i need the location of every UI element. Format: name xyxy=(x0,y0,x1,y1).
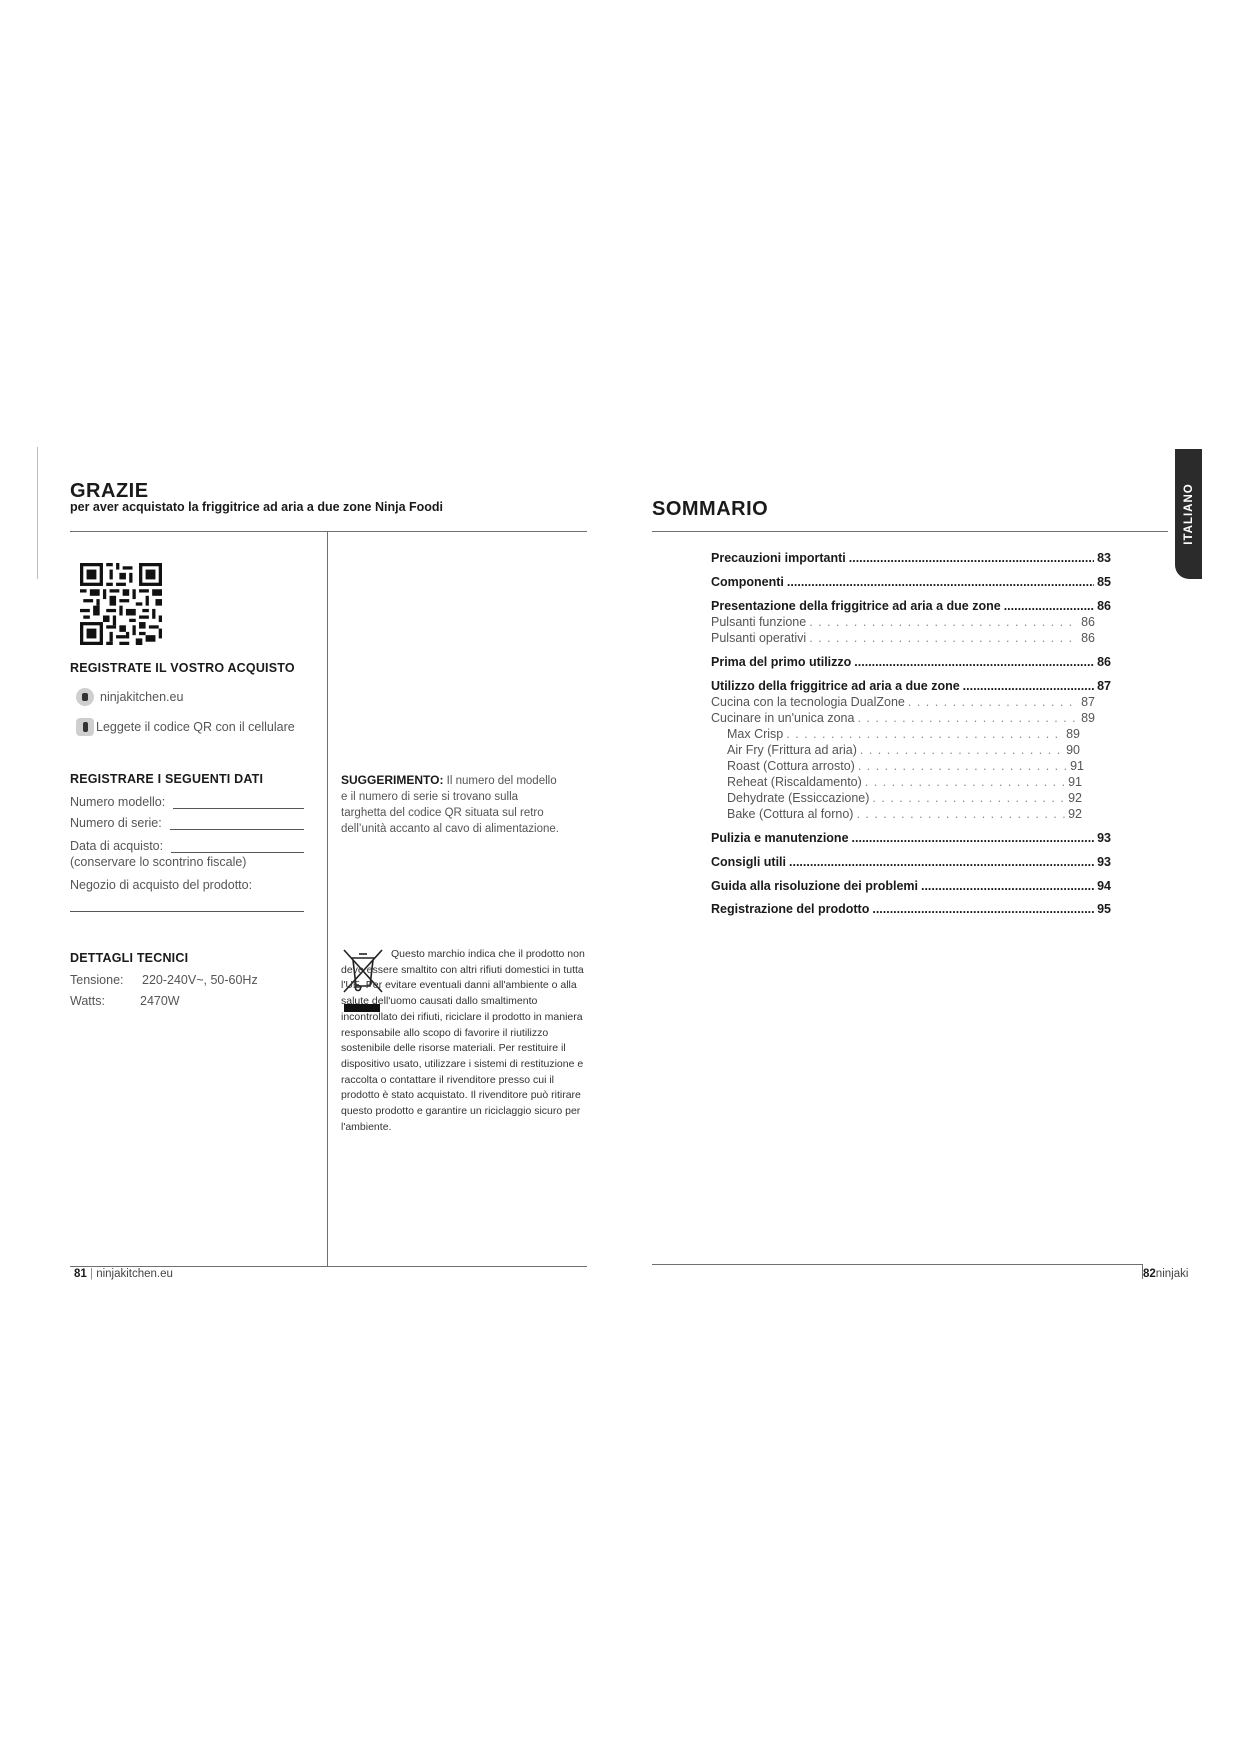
toc-entry-page: 92 xyxy=(1068,807,1082,821)
toc-entry-label: Max Crisp xyxy=(727,727,784,741)
toc-entry[interactable] xyxy=(711,879,1111,893)
model-number-line xyxy=(173,796,304,809)
toc-entry-page: 93 xyxy=(1097,855,1111,869)
toc-entry-label: Pulsanti operativi xyxy=(711,631,807,645)
qr-instruction-label: Leggete il codice QR con il cellulare xyxy=(96,720,295,734)
toc-entry-label: Presentazione della friggitrice ad aria a due zone xyxy=(711,599,1001,613)
left-header-rule xyxy=(70,531,587,532)
store-label: Negozio di acquisto del prodotto: xyxy=(70,878,253,892)
toc-entry-page: 86 xyxy=(1097,599,1111,613)
toc-entry[interactable] xyxy=(711,655,1111,669)
phone-icon xyxy=(76,718,94,736)
toc-entry-label: Guida alla risoluzione dei problemi xyxy=(711,879,918,893)
toc-leader-dots xyxy=(860,743,1063,757)
toc-entry[interactable] xyxy=(727,775,1082,789)
toc-entry-page: 85 xyxy=(1097,575,1111,589)
qr-instruction xyxy=(76,718,295,736)
mouse-icon xyxy=(76,688,94,706)
right-header-rule xyxy=(652,531,1168,532)
watts-label: Watts: xyxy=(70,994,105,1008)
right-footer-rule xyxy=(652,1264,1142,1265)
toc-entry-label: Cucinare in un'unica zona xyxy=(711,711,855,725)
toc-entry[interactable] xyxy=(711,615,1095,629)
toc-entry-label: Pulizia e manutenzione xyxy=(711,831,849,845)
language-tab-label: ITALIANO xyxy=(1182,483,1195,545)
page-edge-mark xyxy=(37,447,38,579)
toc-entry-label: Bake (Cottura al forno) xyxy=(727,807,854,821)
toc-entry-label: Pulsanti funzione xyxy=(711,615,807,629)
left-footer-separator: | xyxy=(90,1268,97,1280)
toc-entry-page: 86 xyxy=(1081,631,1095,645)
record-heading: REGISTRARE I SEGUENTI DATI xyxy=(70,772,264,786)
toc-entry[interactable] xyxy=(727,791,1082,805)
toc-entry-page: 92 xyxy=(1068,791,1082,805)
toc-entry-label: Precauzioni importanti xyxy=(711,551,846,565)
right-page-number: 82 xyxy=(1143,1268,1156,1280)
toc-entry[interactable] xyxy=(711,855,1111,869)
toc-leader-dots xyxy=(872,791,1065,805)
left-footer-rule xyxy=(70,1266,587,1267)
toc-entry[interactable] xyxy=(711,711,1095,725)
toc-entry-label: Air Fry (Frittura ad aria) xyxy=(727,743,857,757)
toc-entry[interactable] xyxy=(727,759,1084,773)
toc-entry[interactable] xyxy=(711,551,1111,565)
toc-leader-dots xyxy=(809,631,1078,645)
toc-leader-dots xyxy=(849,551,1094,565)
toc-leader-dots xyxy=(852,831,1095,845)
toc-entry-page: 87 xyxy=(1097,679,1111,693)
register-heading: REGISTRATE IL VOSTRO ACQUISTO xyxy=(70,661,295,675)
page-subtitle: per aver acquistato la friggitrice ad aria a due zone Ninja Foodi xyxy=(70,500,444,514)
toc-leader-dots xyxy=(908,695,1078,709)
watts-value: 2470W xyxy=(140,994,180,1008)
toc-entry[interactable] xyxy=(711,599,1111,613)
toc-leader-dots xyxy=(857,711,1078,725)
toc-leader-dots xyxy=(963,679,1094,693)
tip-body: Il numero del modello e il numero di serie si trovano sulla targhetta del codice QR situata sul retro dell’unità accanto al cavo di alimentazione. xyxy=(341,775,559,835)
left-column-divider xyxy=(327,531,328,1266)
toc-entry-page: 90 xyxy=(1066,743,1080,757)
weee-text: Questo marchio indica che il prodotto non deve essere smaltito con altri rifiuti domestici in tutta l'UE. Per evitare eventuali danni all'ambiente o alla salute dell'uomo causati dallo smaltimento incontrollato dei rifiuti, riciclare il prodotto in maniera responsabile allo scopo di favorire il riutilizzo sostenibile delle risorse materiali. Per restituire il dispositivo usato, utilizzare i sistemi di restituzione e raccolta o contattare il rivenditore presso cui il prodotto è stato acquistato. Il rivenditore può ritirare questo prodotto e garantire un riciclaggio sicuro per l'ambiente. xyxy=(341,948,585,1133)
toc-title: SOMMARIO xyxy=(652,498,769,520)
toc-entry-label: Componenti xyxy=(711,575,784,589)
serial-number-line xyxy=(170,817,304,830)
toc-leader-dots xyxy=(872,902,1094,916)
toc-entry-page: 87 xyxy=(1081,695,1095,709)
tip-label: SUGGERIMENTO: xyxy=(341,773,444,787)
toc-entry-page: 86 xyxy=(1097,655,1111,669)
toc-entry-page: 93 xyxy=(1097,831,1111,845)
toc-leader-dots xyxy=(854,655,1094,669)
website-label: ninjakitchen.eu xyxy=(100,690,184,704)
toc-entry-page: 86 xyxy=(1081,615,1095,629)
toc-entry[interactable] xyxy=(727,807,1082,821)
toc-leader-dots xyxy=(809,615,1078,629)
toc-entry-page: 95 xyxy=(1097,902,1111,916)
toc-entry-label: Dehydrate (Essiccazione) xyxy=(727,791,870,805)
right-footer xyxy=(1143,1268,1188,1280)
left-page-number: 81 xyxy=(74,1268,87,1280)
serial-number-label: Numero di serie: xyxy=(70,816,162,830)
toc-entry-page: 89 xyxy=(1081,711,1095,725)
left-footer xyxy=(74,1268,173,1280)
purchase-date-line xyxy=(171,840,304,853)
toc-leader-dots xyxy=(856,807,1065,821)
left-footer-site[interactable]: ninjakitchen.eu xyxy=(96,1268,173,1280)
serial-number-field[interactable] xyxy=(70,816,304,830)
toc-entry[interactable] xyxy=(727,743,1080,757)
toc-entry-page: 91 xyxy=(1070,759,1084,773)
model-number-label: Numero modello: xyxy=(70,795,166,809)
toc-leader-dots xyxy=(1004,599,1094,613)
toc-leader-dots xyxy=(858,759,1067,773)
toc-leader-dots xyxy=(865,775,1065,789)
toc-entry-label: Roast (Cottura arrosto) xyxy=(727,759,855,773)
toc-leader-dots xyxy=(921,879,1094,893)
toc-entry-page: 83 xyxy=(1097,551,1111,565)
voltage-label: Tensione: xyxy=(70,973,124,987)
toc-entry-label: Cucina con la tecnologia DualZone xyxy=(711,695,905,709)
toc-entry[interactable] xyxy=(711,575,1111,589)
specs-heading: DETTAGLI TECNICI xyxy=(70,951,189,965)
toc-entry[interactable] xyxy=(711,679,1111,693)
toc-entry[interactable] xyxy=(711,902,1111,916)
toc-entry-page: 91 xyxy=(1068,775,1082,789)
tip-text xyxy=(341,772,566,837)
toc-entry-label: Reheat (Riscaldamento) xyxy=(727,775,862,789)
toc-entry-label: Utilizzo della friggitrice ad aria a due zone xyxy=(711,679,960,693)
toc-leader-dots xyxy=(786,727,1063,741)
toc-entry-label: Prima del primo utilizzo xyxy=(711,655,852,669)
toc-entry-page: 94 xyxy=(1097,879,1111,893)
toc-entry-page: 89 xyxy=(1066,727,1080,741)
toc-entry[interactable] xyxy=(711,831,1111,845)
toc-entry[interactable] xyxy=(711,695,1095,709)
website-link[interactable] xyxy=(76,688,183,706)
qr-code[interactable] xyxy=(80,563,162,645)
toc-entry-label: Registrazione del prodotto xyxy=(711,902,870,916)
page-title: GRAZIE xyxy=(70,480,149,502)
toc-leader-dots xyxy=(789,855,1094,869)
store-line[interactable] xyxy=(70,911,304,912)
model-number-field[interactable] xyxy=(70,795,304,809)
purchase-date-label: Data di acquisto: xyxy=(70,839,164,853)
toc-leader-dots xyxy=(787,575,1094,589)
purchase-date-field[interactable] xyxy=(70,839,304,853)
purchase-date-note: (conservare lo scontrino fiscale) xyxy=(70,855,247,869)
toc-entry[interactable] xyxy=(727,727,1080,741)
language-tab xyxy=(1175,449,1202,579)
toc-entry[interactable] xyxy=(711,631,1095,645)
voltage-value: 220-240V~, 50-60Hz xyxy=(142,973,258,987)
right-footer-site[interactable]: ninjaki xyxy=(1155,1268,1189,1280)
toc-entry-label: Consigli utili xyxy=(711,855,786,869)
